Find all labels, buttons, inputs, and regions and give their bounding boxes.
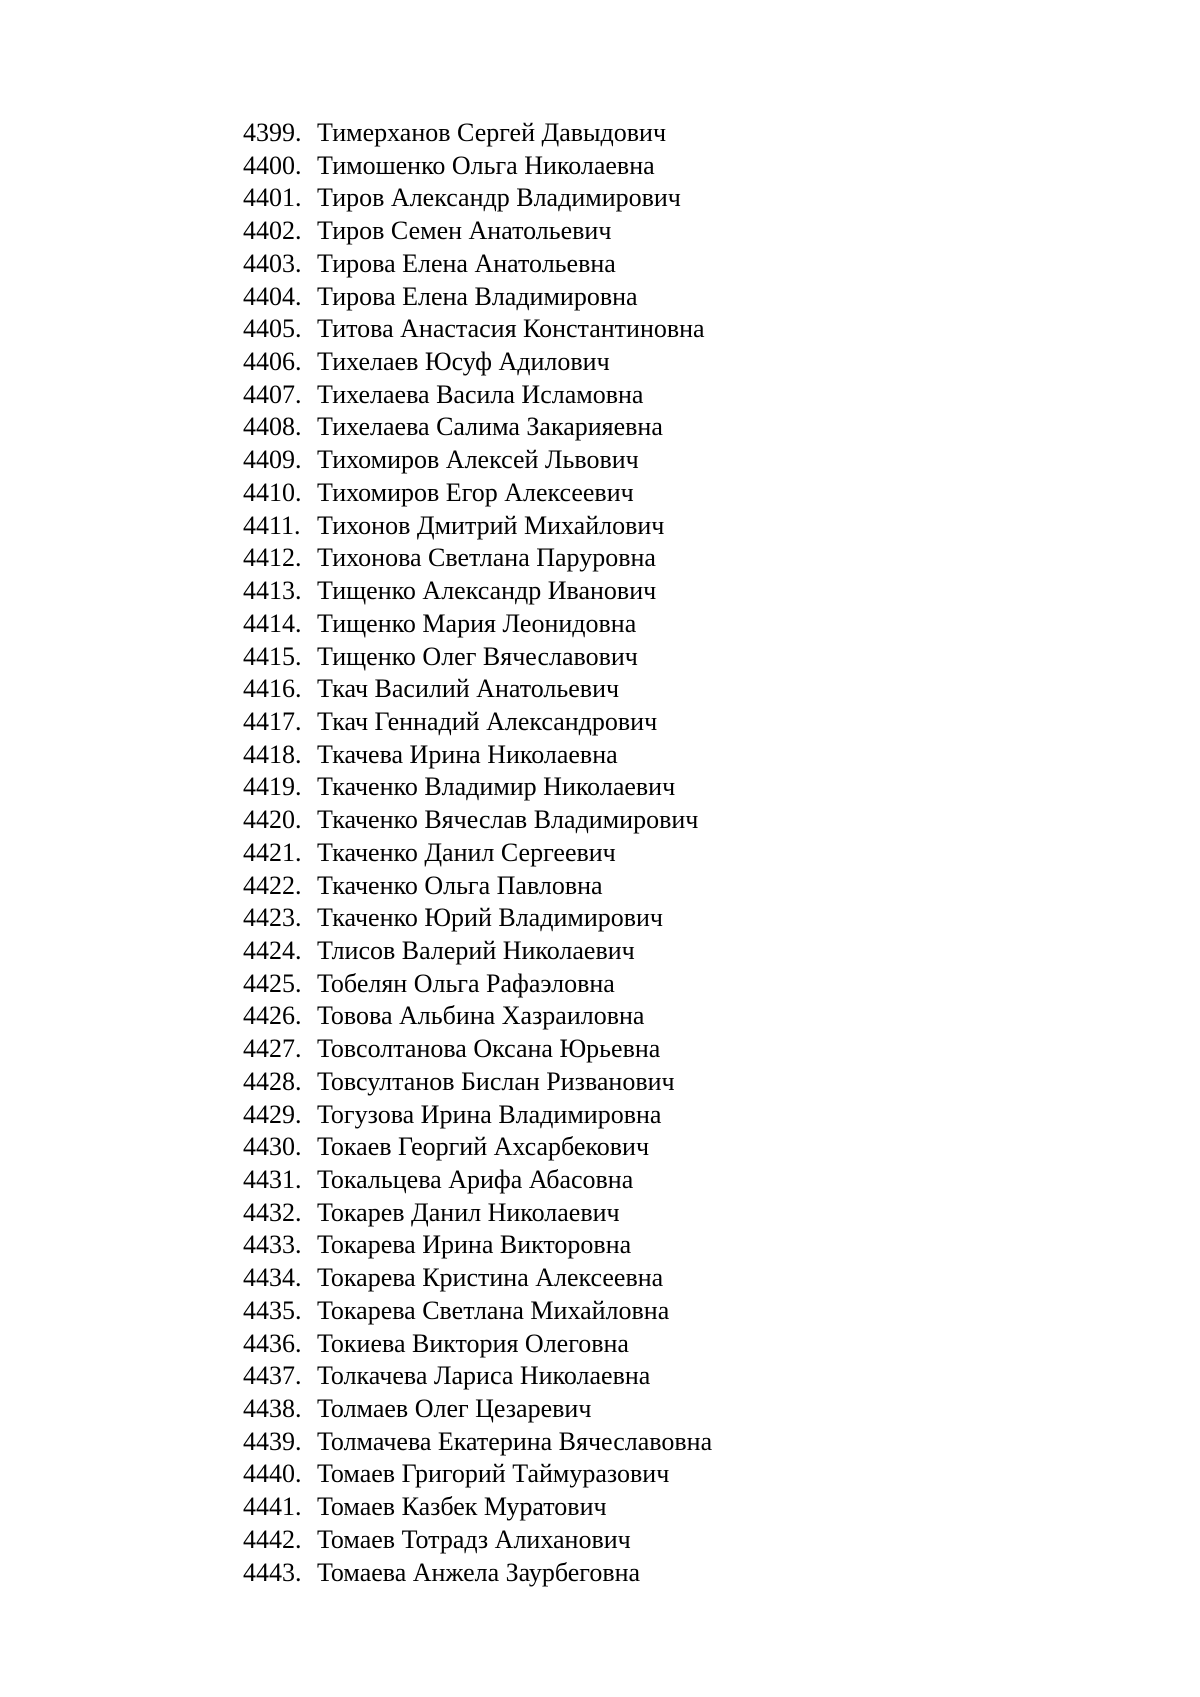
list-item xyxy=(243,150,712,183)
list-item xyxy=(243,1197,712,1230)
entry-number: 4403. xyxy=(243,248,302,278)
entry-number: 4439. xyxy=(243,1426,302,1456)
list-item xyxy=(243,1229,712,1262)
entry-full-name: Ткач Геннадий Александрович xyxy=(317,706,658,736)
entry-number: 4428. xyxy=(243,1066,302,1096)
entry-number: 4434. xyxy=(243,1263,302,1293)
entry-full-name: Токарева Ирина Викторовна xyxy=(317,1230,632,1260)
entry-number: 4399. xyxy=(243,118,302,147)
entry-full-name: Толкачева Лариса Николаевна xyxy=(317,1361,651,1391)
entry-number: 4432. xyxy=(243,1197,302,1227)
name-list xyxy=(243,117,712,1589)
list-item xyxy=(243,1557,712,1590)
entry-full-name: Токарева Светлана Михайловна xyxy=(317,1295,670,1325)
list-item xyxy=(243,1295,712,1328)
entry-full-name: Ткаченко Владимир Николаевич xyxy=(317,772,676,802)
entry-full-name: Томаева Анжела Заурбеговна xyxy=(317,1557,641,1587)
entry-full-name: Толмачева Екатерина Вячеславовна xyxy=(317,1426,713,1456)
list-item xyxy=(243,1164,712,1197)
entry-full-name: Томаев Казбек Муратович xyxy=(317,1492,607,1522)
entry-full-name: Тихелаев Юсуф Адилович xyxy=(317,347,610,377)
entry-number: 4436. xyxy=(243,1328,302,1358)
list-item xyxy=(243,739,712,772)
list-item xyxy=(243,1262,712,1295)
entry-full-name: Титова Анастасия Константиновна xyxy=(317,314,705,344)
entry-full-name: Тищенко Олег Вячеславович xyxy=(317,641,638,671)
list-item xyxy=(243,1491,712,1524)
list-item xyxy=(243,1099,712,1132)
entry-number: 4413. xyxy=(243,576,302,606)
entry-full-name: Тихонов Дмитрий Михайлович xyxy=(317,510,665,540)
list-item xyxy=(243,1033,712,1066)
entry-number: 4419. xyxy=(243,772,302,802)
list-item xyxy=(243,182,712,215)
entry-full-name: Тлисов Валерий Николаевич xyxy=(317,935,635,965)
list-item xyxy=(243,1524,712,1557)
entry-number: 4427. xyxy=(243,1034,302,1064)
entry-full-name: Токальцева Арифа Абасовна xyxy=(317,1165,634,1194)
entry-number: 4402. xyxy=(243,216,302,246)
list-item xyxy=(243,968,712,1001)
entry-full-name: Тиров Александр Владимирович xyxy=(317,183,681,213)
list-item xyxy=(243,673,712,706)
entry-full-name: Ткаченко Данил Сергеевич xyxy=(317,837,616,867)
list-item xyxy=(243,870,712,903)
entry-full-name: Тимошенко Ольга Николаевна xyxy=(317,150,655,180)
entry-number: 4425. xyxy=(243,968,302,998)
entry-number: 4435. xyxy=(243,1295,302,1325)
entry-full-name: Тогузова Ирина Владимировна xyxy=(317,1099,662,1129)
entry-number: 4414. xyxy=(243,608,302,638)
entry-full-name: Ткаченко Вячеслав Владимирович xyxy=(317,805,699,835)
entry-number: 4442. xyxy=(243,1524,302,1554)
entry-number: 4408. xyxy=(243,412,302,442)
entry-number: 4404. xyxy=(243,281,302,311)
entry-number: 4420. xyxy=(243,805,302,835)
entry-full-name: Томаев Тотрадз Алиханович xyxy=(317,1524,631,1554)
entry-number: 4421. xyxy=(243,837,302,867)
entry-number: 4431. xyxy=(243,1165,302,1194)
entry-full-name: Товсултанов Бислан Ризванович xyxy=(317,1066,675,1096)
list-item xyxy=(243,706,712,739)
entry-number: 4411. xyxy=(243,510,301,540)
list-item xyxy=(243,1328,712,1361)
list-item xyxy=(243,510,712,543)
entry-number: 4415. xyxy=(243,641,302,671)
list-item xyxy=(243,1393,712,1426)
list-item xyxy=(243,1426,712,1459)
entry-number: 4438. xyxy=(243,1394,302,1424)
entry-full-name: Товсолтанова Оксана Юрьевна xyxy=(317,1034,661,1064)
entry-full-name: Токарев Данил Николаевич xyxy=(317,1197,620,1227)
entry-number: 4433. xyxy=(243,1230,302,1260)
list-item xyxy=(243,313,712,346)
entry-number: 4400. xyxy=(243,150,302,180)
list-item xyxy=(243,1131,712,1164)
list-item xyxy=(243,641,712,674)
entry-number: 4407. xyxy=(243,379,302,409)
entry-full-name: Тищенко Мария Леонидовна xyxy=(317,608,637,638)
list-item xyxy=(243,1000,712,1033)
list-item xyxy=(243,542,712,575)
entry-number: 4405. xyxy=(243,314,302,344)
list-item xyxy=(243,902,712,935)
entry-full-name: Тирова Елена Владимировна xyxy=(317,281,638,311)
entry-number: 4426. xyxy=(243,1001,302,1031)
entry-number: 4401. xyxy=(243,183,302,213)
entry-number: 4410. xyxy=(243,477,302,507)
entry-number: 4423. xyxy=(243,903,302,933)
entry-full-name: Токаев Георгий Ахсарбекович xyxy=(317,1132,650,1162)
list-item xyxy=(243,281,712,314)
entry-full-name: Тихомиров Егор Алексеевич xyxy=(317,477,634,507)
entry-full-name: Ткач Василий Анатольевич xyxy=(317,674,620,704)
list-item xyxy=(243,411,712,444)
entry-number: 4422. xyxy=(243,870,302,900)
list-item xyxy=(243,935,712,968)
entry-full-name: Товова Альбина Хазраиловна xyxy=(317,1001,645,1031)
list-item xyxy=(243,477,712,510)
entry-full-name: Ткаченко Ольга Павловна xyxy=(317,870,603,900)
entry-full-name: Токиева Виктория Олеговна xyxy=(317,1328,629,1358)
entry-full-name: Томаев Григорий Таймуразович xyxy=(317,1459,670,1489)
entry-full-name: Тиров Семен Анатольевич xyxy=(317,216,612,246)
entry-full-name: Ткаченко Юрий Владимирович xyxy=(317,903,663,933)
entry-full-name: Тихелаева Салима Закарияевна xyxy=(317,412,663,442)
entry-full-name: Токарева Кристина Алексеевна xyxy=(317,1263,664,1293)
entry-full-name: Ткачева Ирина Николаевна xyxy=(317,739,618,769)
list-item xyxy=(243,248,712,281)
entry-full-name: Тобелян Ольга Рафаэловна xyxy=(317,968,615,998)
list-item xyxy=(243,1360,712,1393)
entry-number: 4429. xyxy=(243,1099,302,1129)
entry-number: 4441. xyxy=(243,1492,302,1522)
entry-number: 4437. xyxy=(243,1361,302,1391)
entry-number: 4430. xyxy=(243,1132,302,1162)
entry-number: 4424. xyxy=(243,935,302,965)
entry-number: 4416. xyxy=(243,674,302,704)
entry-number: 4443. xyxy=(243,1557,302,1587)
entry-number: 4440. xyxy=(243,1459,302,1489)
list-item xyxy=(243,804,712,837)
entry-full-name: Тирова Елена Анатольевна xyxy=(317,248,616,278)
entry-number: 4418. xyxy=(243,739,302,769)
list-item xyxy=(243,575,712,608)
list-item xyxy=(243,379,712,412)
entry-number: 4409. xyxy=(243,445,302,475)
entry-full-name: Тихомиров Алексей Львович xyxy=(317,445,639,475)
list-item xyxy=(243,608,712,641)
list-item xyxy=(243,117,712,150)
entry-number: 4406. xyxy=(243,347,302,377)
list-item xyxy=(243,771,712,804)
list-item xyxy=(243,444,712,477)
list-item xyxy=(243,1066,712,1099)
entry-full-name: Толмаев Олег Цезаревич xyxy=(317,1394,592,1424)
list-item xyxy=(243,837,712,870)
entry-number: 4412. xyxy=(243,543,302,573)
entry-full-name: Тищенко Александр Иванович xyxy=(317,576,657,606)
entry-full-name: Тимерханов Сергей Давыдович xyxy=(317,118,667,147)
list-item xyxy=(243,215,712,248)
entry-full-name: Тихонова Светлана Паруровна xyxy=(317,543,656,573)
list-item xyxy=(243,1458,712,1491)
entry-number: 4417. xyxy=(243,706,302,736)
entry-full-name: Тихелаева Васила Исламовна xyxy=(317,379,644,409)
list-item xyxy=(243,346,712,379)
